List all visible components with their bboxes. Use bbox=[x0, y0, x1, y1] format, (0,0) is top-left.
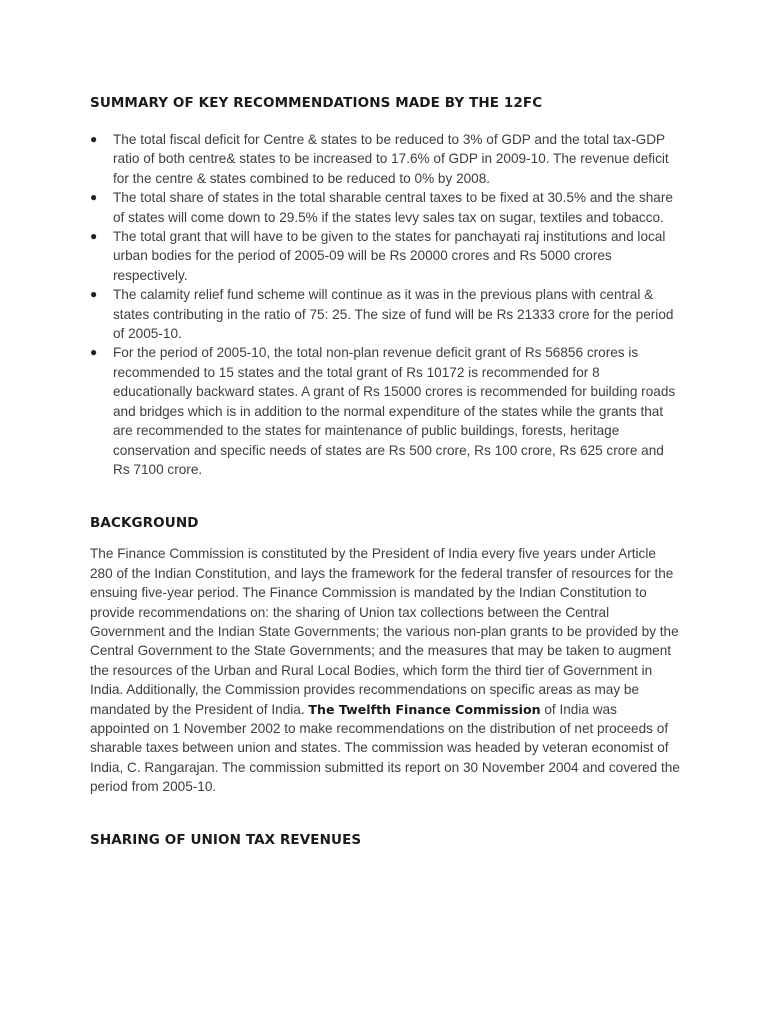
bullet-icon: ● bbox=[90, 229, 98, 244]
list-item bbox=[90, 188, 680, 227]
list-item-text: For the period of 2005-10, the total non-plan revenue deficit grant of Rs 56856 crores is recommended to 15 states and the total grant of Rs 10172 is recommended for 8 educationally backward states. A grant of Rs 15000 crores is recommended for building roads and bridges which is in addition to the normal expenditure of the states while the grants that are recommended to the states for maintenance of public buildings, forests, heritage conservation and specific needs of states are Rs 500 crore, Rs 100 crore, Rs 625 crore and Rs 7100 crore. bbox=[113, 345, 676, 477]
background-text-start: The Finance Commission is constituted by the President of India every five years under Article 280 of the Indian Constitution, and lays the framework for the federal transfer of resources for the ensuing five-year period. The Finance Commission is mandated by the Indian Constitution to provide recommendations on: the sharing of Union tax collections between the Central Government and the Indian State Governments; the various non-plan grants to be provided by the Central Government to the State Governments; and the measures that may be taken to augment the resources of the Urban and Rural Local Bodies, which form the third tier of Government in India. Additionally, the Commission provides recommendations on specific areas as may be mandated by the President of India. bbox=[90, 546, 679, 717]
bullet-icon: ● bbox=[90, 345, 98, 360]
summary-heading: SUMMARY OF KEY RECOMMENDATIONS MADE BY THE 12FC bbox=[90, 95, 543, 111]
document-page bbox=[90, 93, 680, 850]
bullet-icon: ● bbox=[90, 287, 98, 302]
bullet-icon: ● bbox=[90, 190, 98, 205]
background-paragraph bbox=[90, 544, 680, 796]
list-item bbox=[90, 130, 680, 188]
sharing-heading: SHARING OF UNION TAX REVENUES bbox=[90, 831, 362, 848]
list-item-text: The total grant that will have to be given to the states for panchayati raj institutions and local urban bodies for the period of 2005-09 will be Rs 20000 crores and Rs 5000 crores respectively. bbox=[113, 229, 666, 283]
background-text-end: of India was appointed on 1 November 2002 to make recommendations on the distribution of net proceeds of sharable taxes between union and states. The commission was headed by veteran economist of India, C. Rangarajan. The commission submitted its report on 30 November 2004 and covered the period from 2005-10. bbox=[90, 701, 680, 795]
list-item bbox=[90, 285, 680, 343]
list-item bbox=[90, 343, 680, 479]
background-heading: BACKGROUND bbox=[90, 515, 199, 532]
list-item-text: The total fiscal deficit for Centre & states to be reduced to 3% of GDP and the total tax-GDP ratio of both centre& states to be increased to 17.6% of GDP in 2009-10. The revenue deficit for the centre & states combined to be reduced to 0% by 2008. bbox=[113, 132, 669, 186]
list-item-text: The total share of states in the total sharable central taxes to be fixed at 30.5% and the share of states will come down to 29.5% if the states levy sales tax on sugar, textiles and tobacco. bbox=[113, 190, 673, 225]
recommendations-list bbox=[90, 130, 680, 479]
list-item bbox=[90, 227, 680, 285]
list-item-text: The calamity relief fund scheme will continue as it was in the previous plans with central & states contributing in the ratio of 75: 25. The size of fund will be Rs 21333 crore for the period of 2005-10. bbox=[113, 287, 674, 342]
background-bold-text: The Twelfth Finance Commission bbox=[308, 701, 541, 717]
bullet-icon: ● bbox=[90, 132, 98, 146]
